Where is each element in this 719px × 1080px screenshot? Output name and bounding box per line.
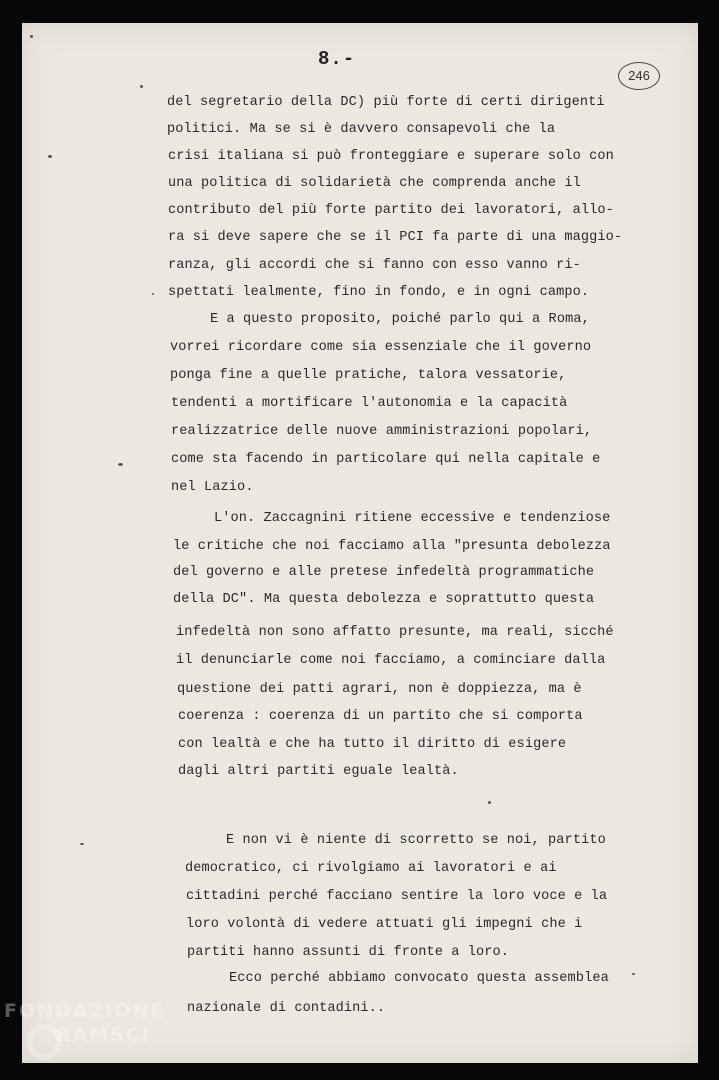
- text-line: crisi italiana si può fronteggiare e superare solo con: [168, 149, 614, 164]
- text-line: tendenti a mortificare l'autonomia e la capacità: [171, 396, 568, 411]
- text-line: contributo del più forte partito dei lavoratori, allo-: [168, 203, 614, 218]
- text-line: della DC". Ma questa debolezza e soprattutto questa: [173, 592, 595, 607]
- text-line: loro volontà di vedere attuati gli impegni che i: [186, 917, 583, 932]
- text-line: dagli altri partiti eguale lealtà.: [178, 764, 459, 779]
- text-line: vorrei ricordare come sia essenziale che il governo: [170, 340, 592, 355]
- archive-stamp-number: 246: [618, 62, 660, 90]
- paper-speck: [152, 293, 154, 295]
- text-line: partiti hanno assunti di fronte a loro.: [187, 945, 510, 960]
- text-line: ponga fine a quelle pratiche, talora vessatorie,: [170, 368, 567, 383]
- text-line: con lealtà e che ha tutto il diritto di esigere: [178, 737, 567, 752]
- text-line: infedeltà non sono affatto presunte, ma reali, sicché: [176, 625, 614, 640]
- text-line: questione dei patti agrari, non è doppiezza, ma è: [177, 682, 582, 697]
- text-line: democratico, ci rivolgiamo ai lavoratori e ai: [185, 861, 557, 876]
- text-line: il denunciarle come noi facciamo, a cominciare dalla: [176, 653, 606, 668]
- paper-speck: [118, 463, 123, 466]
- text-line: realizzatrice delle nuove amministrazioni popolari,: [171, 424, 593, 439]
- text-line: ranza, gli accordi che si fanno con esso vanno ri-: [168, 258, 581, 273]
- paper-speck: [632, 973, 635, 975]
- text-line: L'on. Zaccagnini ritiene eccessive e tendenziose: [214, 511, 611, 526]
- paper-speck: [30, 35, 33, 38]
- text-line: cittadini perché facciano sentire la loro voce e la: [186, 889, 608, 904]
- paper-speck: [48, 155, 52, 158]
- text-line: spettati lealmente, fino in fondo, e in ogni campo.: [168, 285, 590, 300]
- text-line: politici. Ma se si è davvero consapevoli che la: [167, 122, 556, 137]
- text-line: del governo e alle pretese infedeltà programmatiche: [173, 565, 595, 580]
- paper-speck: [80, 843, 84, 845]
- text-line: le critiche che noi facciamo alla "presunta debolezza: [173, 539, 611, 554]
- paper-speck: [140, 85, 143, 88]
- paper-speck: [488, 801, 491, 804]
- text-line: una politica di solidarietà che comprenda anche il: [168, 176, 581, 191]
- watermark-line1: FONDAZIONE: [4, 1000, 166, 1022]
- text-line: E non vi è niente di scorretto se noi, partito: [226, 833, 606, 848]
- text-line: E a questo proposito, poiché parlo qui a Roma,: [210, 312, 590, 327]
- archive-watermark: [4, 1002, 165, 1054]
- text-line: coerenza : coerenza di un partito che si comporta: [178, 709, 583, 724]
- text-line: come sta facendo in particolare qui nella capitale e: [171, 452, 601, 467]
- text-line: ra si deve sapere che se il PCI fa parte di una maggio-: [168, 230, 623, 245]
- text-line: Ecco perché abbiamo convocato questa assemblea: [229, 971, 609, 986]
- page-number: 8.-: [318, 48, 356, 70]
- watermark-line2-wrap: [4, 1024, 165, 1054]
- text-line: nazionale di contadini..: [187, 1001, 386, 1016]
- text-line: nel Lazio.: [171, 480, 254, 495]
- text-line: del segretario della DC) più forte di certi dirigenti: [167, 95, 605, 110]
- watermark-line2: RAMSCI: [56, 1024, 151, 1046]
